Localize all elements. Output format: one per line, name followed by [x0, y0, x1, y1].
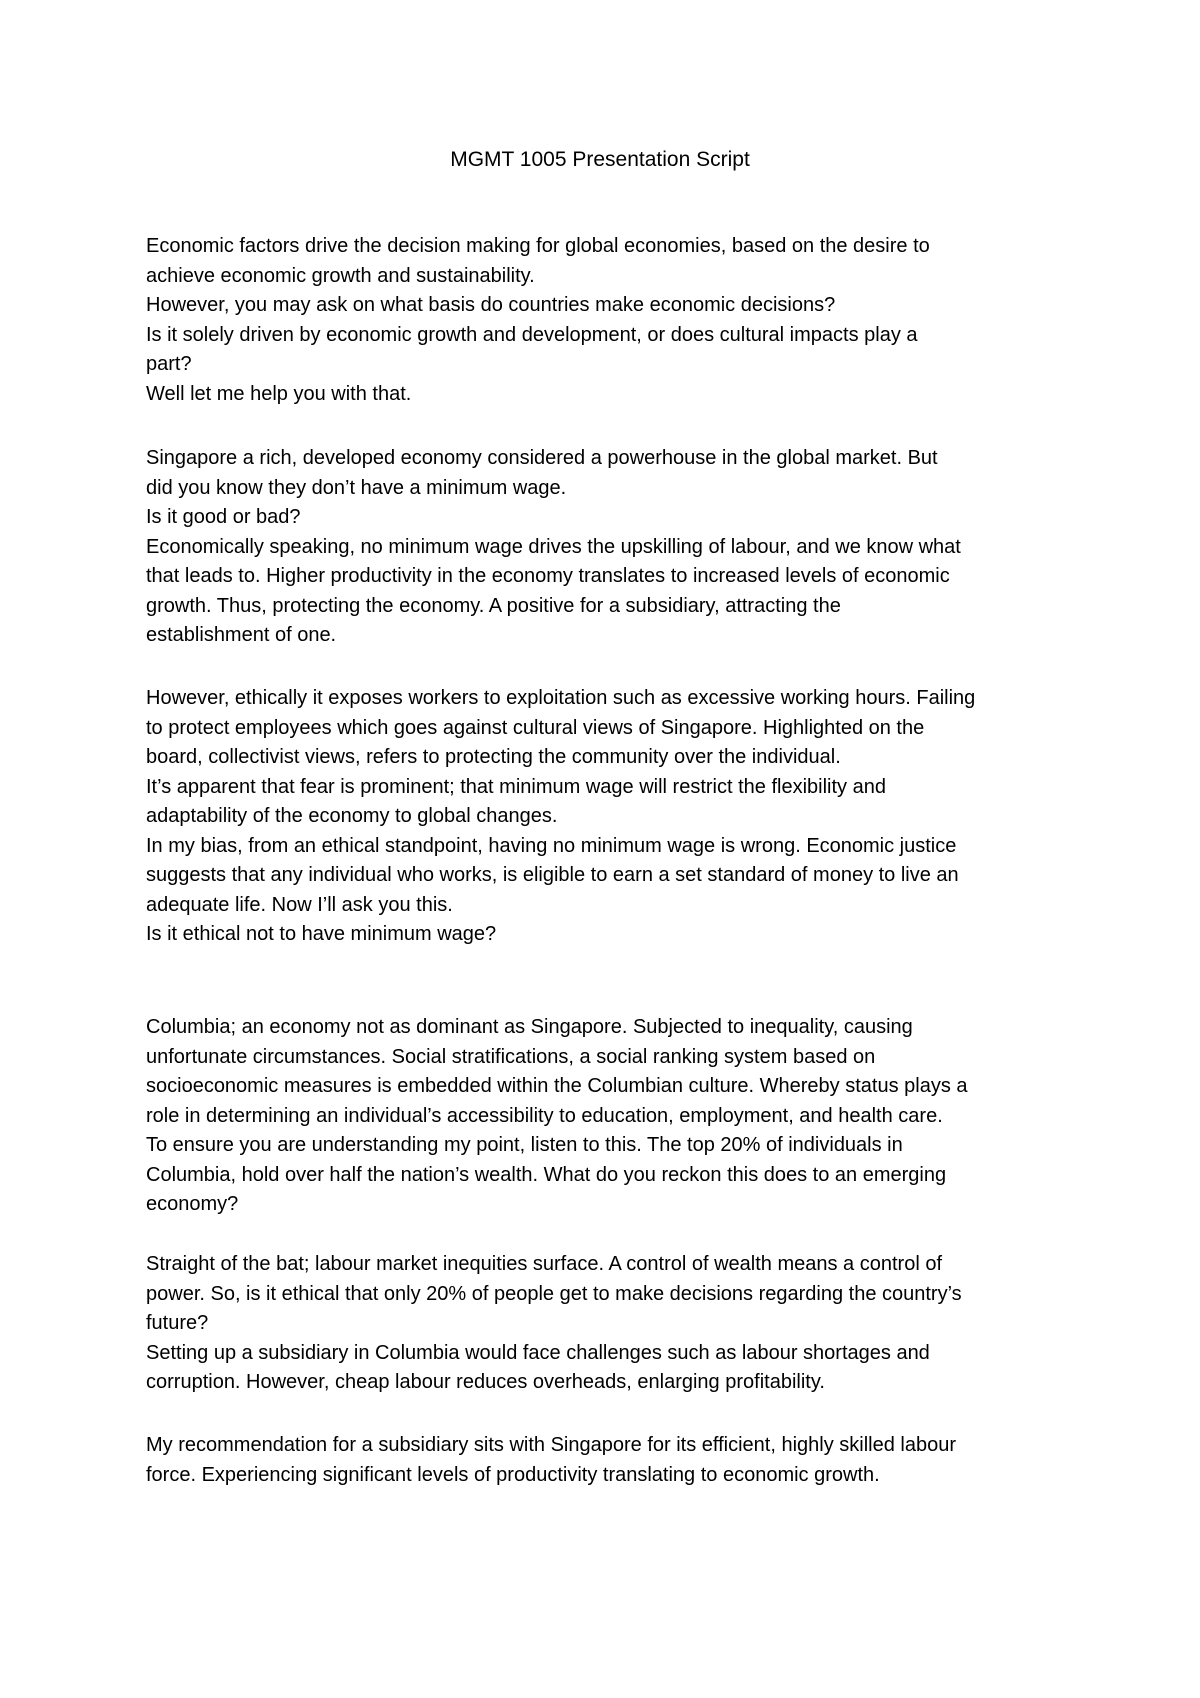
- text-line: However, ethically it exposes workers to exploitation such as excessive working hours. Failing: [146, 687, 976, 709]
- text-line: Economic factors drive the decision making for global economies, based on the desire to: [146, 235, 930, 257]
- text-line: Straight of the bat; labour market inequities surface. A control of wealth means a control of: [146, 1253, 942, 1275]
- paragraph-columbia: [146, 1013, 1076, 1220]
- paragraph-ethics: [146, 684, 1076, 950]
- text-line: socioeconomic measures is embedded within the Columbian culture. Whereby status plays a: [146, 1075, 968, 1097]
- text-line: Economically speaking, no minimum wage drives the upskilling of labour, and we know what: [146, 535, 961, 558]
- text-line: In my bias, from an ethical standpoint, having no minimum wage is wrong. Economic justice: [146, 834, 957, 857]
- text-line: Well let me help you with that.: [146, 382, 412, 405]
- text-line: corruption. However, cheap labour reduces overheads, enlarging profitability.: [146, 1371, 825, 1393]
- text-line: that leads to. Higher productivity in the economy translates to increased levels of economic: [146, 565, 950, 587]
- text-line: To ensure you are understanding my point, listen to this. The top 20% of individuals in: [146, 1134, 903, 1156]
- text-line: It’s apparent that fear is prominent; that minimum wage will restrict the flexibility and: [146, 775, 886, 798]
- text-line: Is it ethical not to have minimum wage?: [146, 923, 497, 945]
- text-line: My recommendation for a subsidiary sits with Singapore for its efficient, highly skilled labour: [146, 1434, 956, 1456]
- text-line: power. So, is it ethical that only 20% of people get to make decisions regarding the country’s: [146, 1282, 962, 1305]
- text-line: to protect employees which goes against cultural views of Singapore. Highlighted on the: [146, 716, 925, 739]
- text-line: Setting up a subsidiary in Columbia would face challenges such as labour shortages and: [146, 1341, 930, 1364]
- text-line: achieve economic growth and sustainability.: [146, 264, 535, 287]
- text-line: economy?: [146, 1193, 239, 1215]
- text-line: Is it solely driven by economic growth and development, or does cultural impacts play a: [146, 323, 918, 346]
- text-line: Singapore a rich, developed economy considered a powerhouse in the global market. But: [146, 447, 938, 469]
- paragraph-labour-market: [146, 1250, 1076, 1398]
- text-line: Columbia; an economy not as dominant as Singapore. Subjected to inequality, causing: [146, 1016, 913, 1038]
- text-line: However, you may ask on what basis do countries make economic decisions?: [146, 294, 836, 316]
- paragraph-singapore: [146, 444, 1076, 651]
- text-line: unfortunate circumstances. Social stratifications, a social ranking system based on: [146, 1045, 876, 1068]
- text-line: adaptability of the economy to global changes.: [146, 805, 558, 827]
- text-line: growth. Thus, protecting the economy. A positive for a subsidiary, attracting the: [146, 594, 841, 617]
- text-line: board, collectivist views, refers to protecting the community over the individual.: [146, 746, 841, 768]
- text-line: Columbia, hold over half the nation’s wealth. What do you reckon this does to an emerging: [146, 1163, 947, 1186]
- text-line: future?: [146, 1312, 209, 1334]
- text-line: adequate life. Now I’ll ask you this.: [146, 893, 453, 916]
- text-line: Is it good or bad?: [146, 506, 301, 528]
- text-line: did you know they don’t have a minimum wage.: [146, 476, 567, 499]
- text-line: part?: [146, 353, 192, 375]
- paragraph-recommendation: [146, 1431, 1076, 1490]
- text-line: establishment of one.: [146, 624, 337, 646]
- text-line: suggests that any individual who works, is eligible to earn a set standard of money to live an: [146, 864, 959, 886]
- paragraph-intro: [146, 232, 1076, 409]
- text-line: role in determining an individual’s accessibility to education, employment, and health care.: [146, 1104, 943, 1127]
- document-title: MGMT 1005 Presentation Script: [450, 148, 750, 171]
- text-line: force. Experiencing significant levels of productivity translating to economic growth.: [146, 1463, 880, 1486]
